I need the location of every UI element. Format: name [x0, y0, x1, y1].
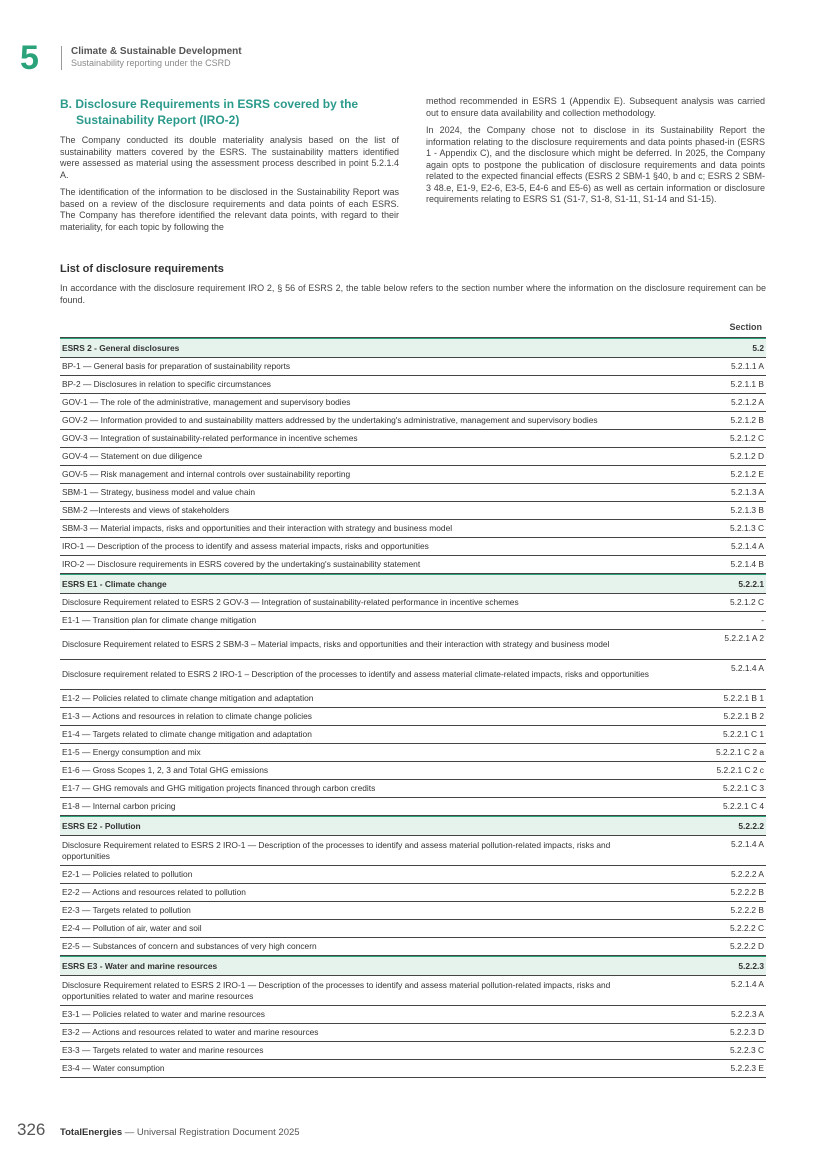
table-row: [60, 780, 766, 798]
row-section: 5.2.1.1 A: [730, 361, 764, 371]
row-label: E1-8 — Internal carbon pricing: [62, 801, 176, 812]
row-section: 5.2: [752, 342, 764, 353]
row-label: E1-7 — GHG removals and GHG mitigation projects financed through carbon credits: [62, 783, 376, 794]
row-section: 5.2.1.2 E: [730, 469, 764, 479]
table-group-row: [60, 574, 766, 594]
row-section: 5.2.1.3 A: [730, 487, 764, 497]
row-label: ESRS E1 - Climate change: [62, 578, 167, 589]
row-label: GOV-4 — Statement on due diligence: [62, 451, 203, 462]
row-label: E1-2 — Policies related to climate change mitigation and adaptation: [62, 693, 314, 704]
row-label: E1-4 — Targets related to climate change mitigation and adaptation: [62, 729, 312, 740]
table-row: [60, 520, 766, 538]
table-row: [60, 594, 766, 612]
row-section: 5.2.2.1 A 2: [724, 633, 764, 643]
row-label: GOV-2 — Information provided to and sustainability matters addressed by the undertaking's administrative, management and supervisory bodies: [62, 415, 598, 426]
left-column: [60, 96, 399, 239]
table-row: [60, 976, 766, 1006]
header-divider: [61, 46, 62, 70]
row-section: 5.2.1.4 B: [730, 559, 764, 569]
list-title: List of disclosure requirements: [60, 263, 224, 275]
row-label: Disclosure Requirement related to ESRS 2 IRO-1 — Description of the processes to identify and assess material pollution-related impacts, risks and opportunities related to water and marine resources: [62, 980, 611, 1001]
row-label: GOV-1 — The role of the administrative, management and supervisory bodies: [62, 397, 351, 408]
row-section: 5.2.2.2 B: [730, 905, 764, 915]
right-column: [426, 96, 765, 212]
row-label: SBM-3 — Material impacts, risks and opportunities and their interaction with strategy and business model: [62, 523, 453, 534]
table-group-row: [60, 956, 766, 976]
row-section: 5.2.1.4 A: [730, 663, 764, 673]
table-header-section: Section: [60, 320, 766, 338]
row-label: IRO-1 — Description of the process to identify and assess material impacts, risks and opportunities: [62, 541, 429, 552]
table-row: [60, 376, 766, 394]
chapter-number: 5: [20, 39, 39, 77]
table-row: [60, 938, 766, 956]
row-label: E3-1 — Policies related to water and marine resources: [62, 1009, 265, 1020]
row-section: 5.2.1.3 B: [730, 505, 764, 515]
row-label: IRO-2 — Disclosure requirements in ESRS covered by the undertaking's sustainability statement: [62, 559, 421, 570]
row-section: 5.2.2.3 D: [730, 1027, 764, 1037]
table-row: [60, 798, 766, 816]
row-section: 5.2.2.3: [738, 960, 764, 971]
row-label: ESRS E3 - Water and marine resources: [62, 960, 218, 971]
table-row: [60, 484, 766, 502]
table-row: [60, 708, 766, 726]
header-subtitle: Sustainability reporting under the CSRD: [71, 58, 231, 68]
row-label: E1-6 — Gross Scopes 1, 2, 3 and Total GHG emissions: [62, 765, 269, 776]
row-section: 5.2.2.1: [738, 578, 764, 589]
section-title: B. Disclosure Requirements in ESRS covered by the Sustainability Report (IRO-2): [60, 97, 359, 127]
right-paragraph-2: In 2024, the Company chose not to disclose in its Sustainability Report the information relating to the disclosure requirements and data points phased-in (ESRS 1 - Appendix C), and the disclosure which might be deferred. In 2025, the Company again opts to postpone the publication of disclosure requirements and data points related to the expected financial effects (ESRS 2 SBM-1 §40, b and c; ESRS 2 SBM-3 48.e, E1-9, E2-6, E3-5, E4-6 and E5-6) as well as certain information or disclosure requirements relating to ESRS S1 (S1-7, S1-8, S1-11, S1-14 and S1-15).: [426, 125, 765, 204]
row-section: 5.2.1.4 A: [730, 541, 764, 551]
row-label: E2-4 — Pollution of air, water and soil: [62, 923, 202, 934]
header-title: Climate & Sustainable Development: [71, 46, 242, 57]
table-row: [60, 394, 766, 412]
row-section: 5.2.2.1 C 1: [723, 729, 764, 739]
table-row: [60, 920, 766, 938]
table-row: [60, 412, 766, 430]
row-section: 5.2.1.1 B: [730, 379, 764, 389]
row-section: 5.2.2.1 B 1: [723, 693, 764, 703]
row-section: 5.2.2.2 A: [730, 869, 764, 879]
row-section: 5.2.2.2: [738, 820, 764, 831]
row-section: 5.2.1.2 A: [730, 397, 764, 407]
row-label: GOV-3 — Integration of sustainability-related performance in incentive schemes: [62, 433, 358, 444]
row-section: 5.2.1.2 D: [730, 451, 764, 461]
row-section: 5.2.1.2 C: [730, 433, 764, 443]
row-section: 5.2.2.3 C: [730, 1045, 764, 1055]
row-label: E3-3 — Targets related to water and marine resources: [62, 1045, 264, 1056]
row-label: BP-1 — General basis for preparation of sustainability reports: [62, 361, 291, 372]
row-section: 5.2.2.1 C 3: [723, 783, 764, 793]
row-label: E2-3 — Targets related to pollution: [62, 905, 191, 916]
row-label: E3-2 — Actions and resources related to water and marine resources: [62, 1027, 319, 1038]
row-label: SBM-1 — Strategy, business model and value chain: [62, 487, 256, 498]
row-label: Disclosure Requirement related to ESRS 2 IRO-1 — Description of the processes to identify and assess material pollution-related impacts, risks and opportunities: [62, 840, 611, 861]
row-label: Disclosure requirement related to ESRS 2 IRO-1 – Description of the processes to identify and assess material climate-related impacts, risks and opportunities: [62, 669, 649, 680]
row-label: Disclosure Requirement related to ESRS 2 GOV-3 — Integration of sustainability-related performance in incentive schemes: [62, 597, 519, 608]
table-row: [60, 1060, 766, 1078]
disclosure-table: [60, 320, 766, 1078]
row-section: 5.2.2.1 C 2 c: [716, 765, 764, 775]
right-paragraph-1: method recommended in ESRS 1 (Appendix E). Subsequent analysis was carried out to ensure data availability and collection methodology.: [426, 96, 765, 118]
table-group-row: [60, 816, 766, 836]
row-section: 5.2.2.2 C: [730, 923, 764, 933]
table-row: [60, 1024, 766, 1042]
table-row: [60, 836, 766, 866]
table-row: [60, 358, 766, 376]
row-section: 5.2.2.1 C 4: [723, 801, 764, 811]
row-section: 5.2.1.2 C: [730, 597, 764, 607]
table-row: [60, 902, 766, 920]
row-section: 5.2.2.3 E: [730, 1063, 764, 1073]
table-row: [60, 630, 766, 660]
left-paragraph-2: The identification of the information to be disclosed in the Sustainability Report was based on a review of the disclosure requirements and data points of each ESRS. The Company has therefore identified the relevant data points, with regard to their materiality, for each topic by following the: [60, 187, 399, 232]
row-label: E2-2 — Actions and resources related to pollution: [62, 887, 246, 898]
table-row: [60, 448, 766, 466]
footer-document: — Universal Registration Document 2025: [124, 1127, 300, 1138]
table-row: [60, 1042, 766, 1060]
row-label: E2-1 — Policies related to pollution: [62, 869, 193, 880]
row-section: -: [761, 615, 764, 625]
row-label: BP-2 — Disclosures in relation to specific circumstances: [62, 379, 271, 390]
row-label: E1-5 — Energy consumption and mix: [62, 747, 201, 758]
table-row: [60, 726, 766, 744]
list-intro: In accordance with the disclosure requirement IRO 2, § 56 of ESRS 2, the table below refers to the section number where the information on the disclosure requirement can be found.: [60, 283, 766, 305]
table-body: [60, 338, 766, 1078]
table-row: [60, 1006, 766, 1024]
page-number: 326: [17, 1120, 46, 1139]
table-row: [60, 466, 766, 484]
row-label: Disclosure Requirement related to ESRS 2 SBM-3 – Material impacts, risks and opportunities and their interaction with strategy and business model: [62, 639, 610, 650]
row-label: GOV-5 — Risk management and internal controls over sustainability reporting: [62, 469, 351, 480]
table-row: [60, 690, 766, 708]
row-section: 5.2.1.3 C: [730, 523, 764, 533]
row-label: E2-5 — Substances of concern and substances of very high concern: [62, 941, 317, 952]
table-row: [60, 744, 766, 762]
row-label: ESRS E2 - Pollution: [62, 820, 141, 831]
table-row: [60, 762, 766, 780]
row-section: 5.2.1.4 A: [730, 979, 764, 989]
row-label: E1-3 — Actions and resources in relation to climate change policies: [62, 711, 312, 722]
table-row: [60, 556, 766, 574]
row-section: 5.2.1.4 A: [730, 839, 764, 849]
table-row: [60, 538, 766, 556]
row-section: 5.2.2.1 C 2 a: [716, 747, 764, 757]
table-row: [60, 612, 766, 630]
table-group-row: [60, 338, 766, 358]
left-paragraph-1: The Company conducted its double materiality analysis based on the list of sustainability matters covered by the ESRS. The sustainability matters identified were assessed as material using the assessment process described in point 5.2.1.4 A.: [60, 135, 399, 180]
table-row: [60, 660, 766, 690]
row-label: E3-4 — Water consumption: [62, 1063, 165, 1074]
row-label: E1-1 — Transition plan for climate change mitigation: [62, 615, 257, 626]
table-row: [60, 502, 766, 520]
row-label: SBM-2 —Interests and views of stakeholders: [62, 505, 230, 516]
row-section: 5.2.2.2 D: [730, 941, 764, 951]
row-label: ESRS 2 - General disclosures: [62, 342, 180, 353]
footer-company: TotalEnergies: [60, 1127, 123, 1138]
footer-text: [60, 1127, 300, 1138]
row-section: 5.2.2.2 B: [730, 887, 764, 897]
row-section: 5.2.1.2 B: [730, 415, 764, 425]
row-section: 5.2.2.3 A: [730, 1009, 764, 1019]
table-row: [60, 884, 766, 902]
table-row: [60, 866, 766, 884]
table-row: [60, 430, 766, 448]
row-section: 5.2.2.1 B 2: [723, 711, 764, 721]
